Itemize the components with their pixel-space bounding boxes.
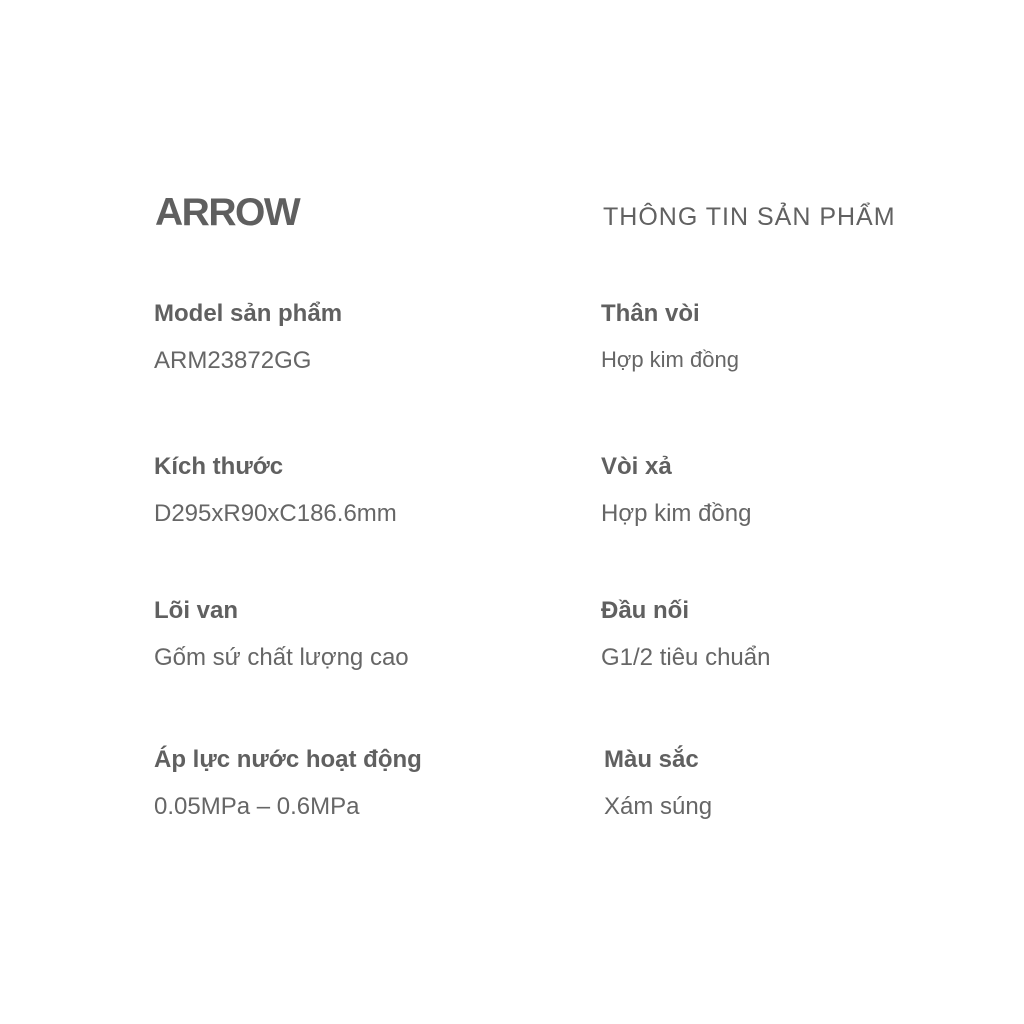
spec-value: 0.05MPa – 0.6MPa [154,793,360,820]
spec-model [154,302,342,373]
spec-connector [601,599,770,670]
spec-label: Đầu nối [601,597,689,624]
spec-value: G1/2 tiêu chuẩn [601,644,771,671]
spec-label: Áp lực nước hoạt động [154,746,422,773]
spec-value: ARM23872GG [154,347,312,374]
spec-value: D295xR90xC186.6mm [154,500,397,527]
spec-spout [601,455,751,526]
spec-label: Vòi xả [601,453,672,480]
spec-color [604,748,712,819]
section-title: THÔNG TIN SẢN PHẨM [603,203,896,231]
spec-value: Xám súng [604,793,713,820]
spec-label: Kích thước [154,453,284,480]
spec-label: Thân vòi [601,300,700,327]
spec-dimensions [154,455,397,526]
brand-logo: ARROW [155,191,300,234]
spec-value: Gốm sứ chất lượng cao [154,644,409,671]
spec-value: Hợp kim đồng [601,500,752,527]
spec-label: Lõi van [154,597,239,624]
spec-label: Màu sắc [604,746,699,773]
spec-body [601,302,739,371]
spec-water-pressure [154,748,422,819]
spec-valve-core [154,599,409,670]
spec-label: Model sản phẩm [154,300,343,327]
spec-value: Hợp kim đồng [601,347,739,372]
